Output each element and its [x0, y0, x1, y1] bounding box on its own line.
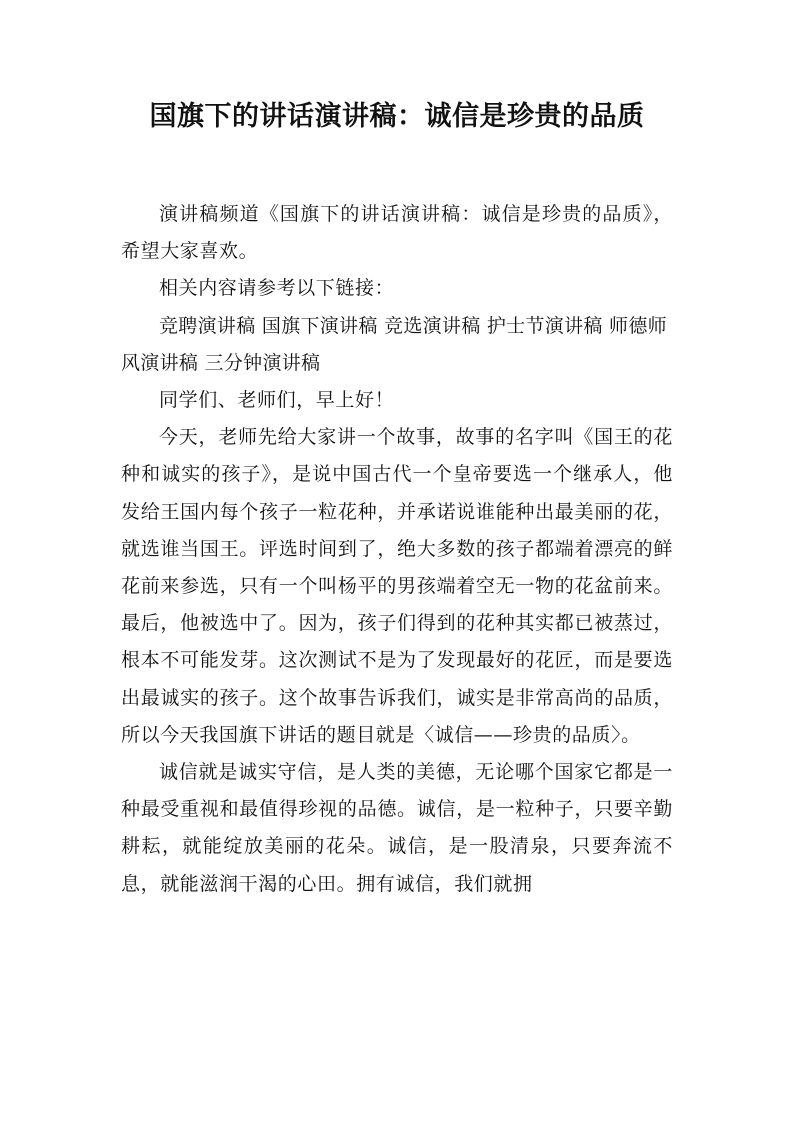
integrity-paragraph: 诚信就是诚实守信，是人类的美德，无论哪个国家它都是一种最受重视和最值得珍视的品德。诚信，是一粒种子，只要辛勤耕耘，就能绽放美丽的花朵。诚信，是一股清泉，只要奔流不息，就能滋润干渴的心田。拥有诚信，我们就拥: [121, 761, 673, 895]
document-title: 国旗下的讲话演讲稿：诚信是珍贵的品质: [149, 101, 645, 132]
link-teacher-ethics-speech[interactable]: 师德师风演讲稿: [121, 314, 667, 374]
link-three-minute-speech[interactable]: 三分钟演讲稿: [204, 351, 321, 374]
document-body: [121, 196, 673, 903]
link-election-speech[interactable]: 竞选演讲稿: [384, 314, 481, 337]
link-competition-speech[interactable]: 竞聘演讲稿: [159, 314, 256, 337]
related-links: [121, 308, 673, 382]
related-links-label: 相关内容请参考以下链接：: [159, 277, 395, 300]
story-paragraph: 今天，老师先给大家讲一个故事，故事的名字叫《国王的花种和诚实的孩子》，是说中国古代一个皇帝要选一个继承人，他发给王国内每个孩子一粒花种，并承诺说谁能种出最美丽的花，就选谁当国王。评选时间到了，绝大多数的孩子都端着漂亮的鲜花前来参选，只有一个叫杨平的男孩端着空无一物的花盆前来。最后，他被选中了。因为，孩子们得到的花种其实都已被蒸过，根本不可能发芽。这次测试不是为了发现最好的花匠，而是要选出最诚实的孩子。这个故事告诉我们，诚实是非常高尚的品质，所以今天我国旗下讲话的题目就是〈诚信——珍贵的品质〉。: [121, 426, 673, 746]
intro-paragraph: 演讲稿频道《国旗下的讲话演讲稿：诚信是珍贵的品质》，希望大家喜欢。: [121, 203, 673, 263]
link-nurses-day-speech[interactable]: 护士节演讲稿: [486, 314, 603, 337]
link-flag-speech[interactable]: 国旗下演讲稿: [261, 314, 378, 337]
greeting-paragraph: 同学们、老师们，早上好！: [159, 389, 395, 412]
